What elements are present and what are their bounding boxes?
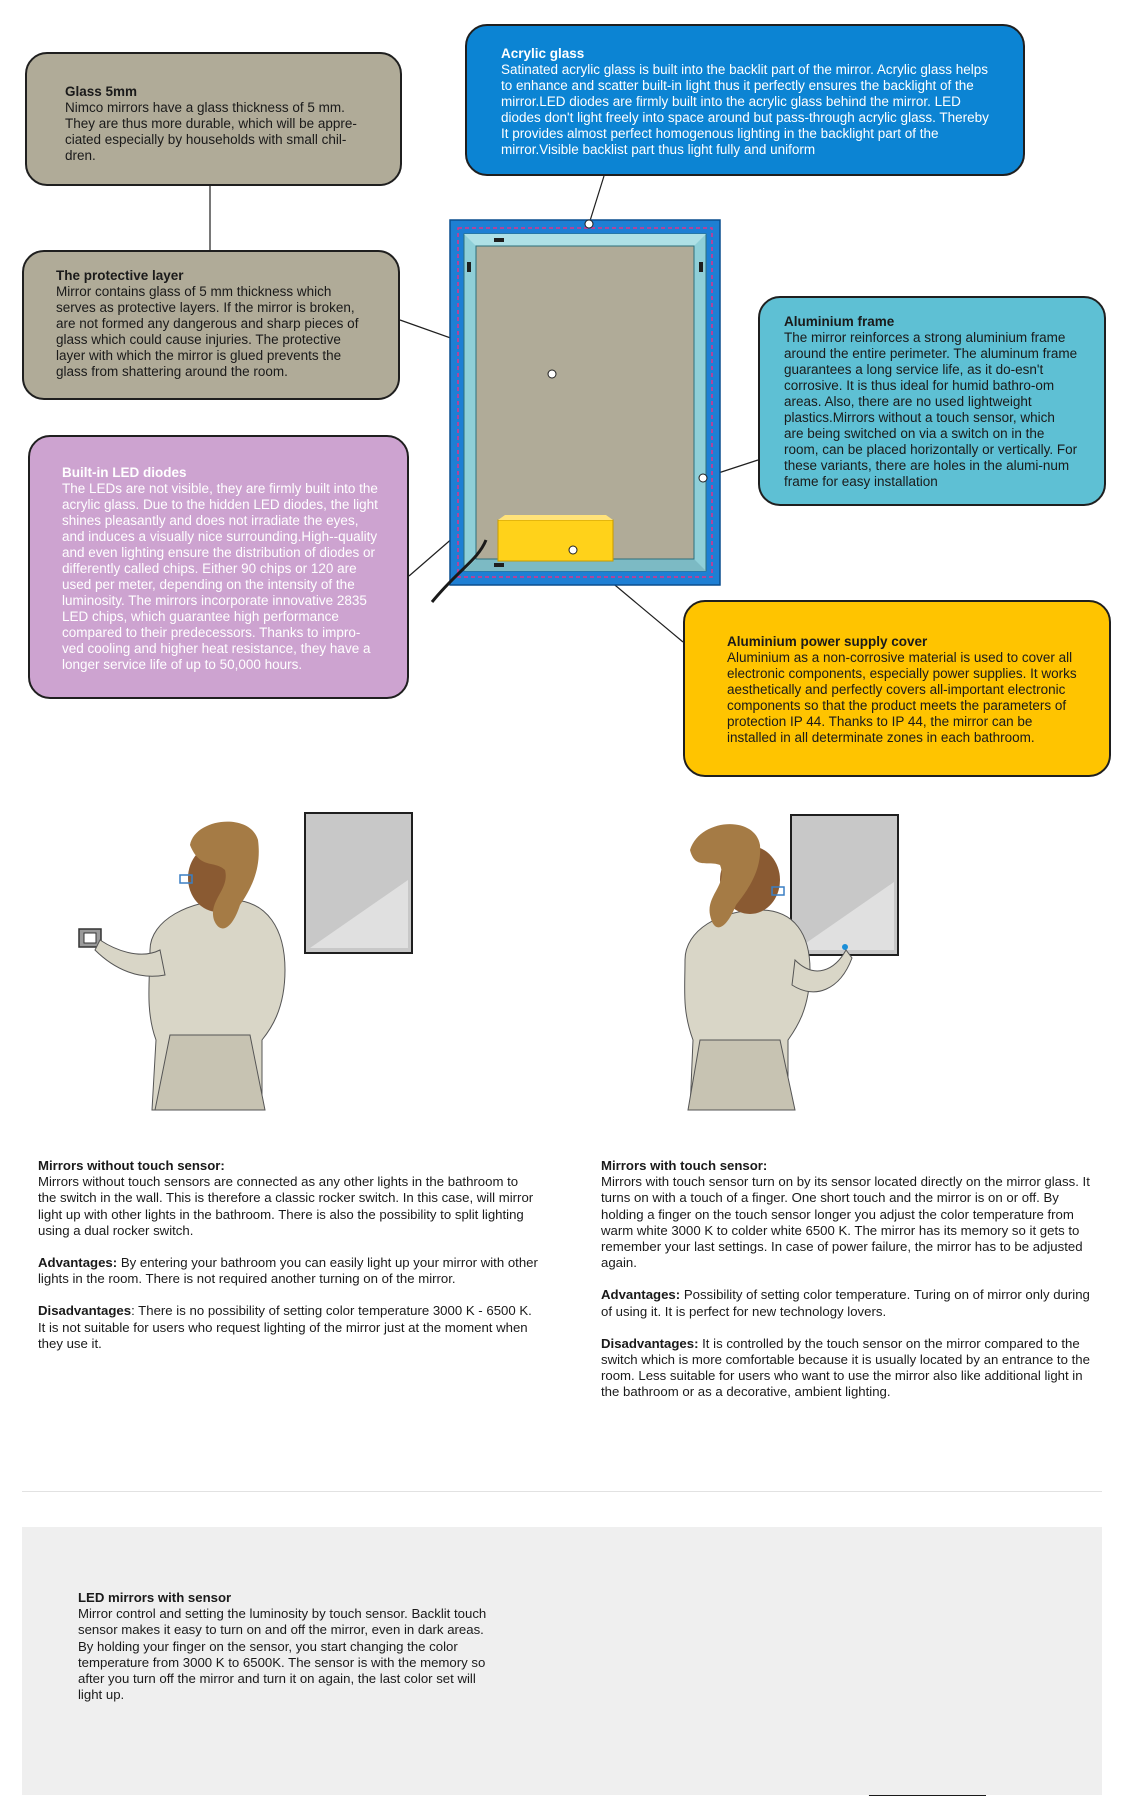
callout-acrylic-glass	[465, 24, 1025, 176]
mirror-product	[432, 220, 720, 602]
callout-title: Aluminium frame	[784, 314, 895, 329]
callout-body: Nimco mirrors have a glass thickness of 5 mm. They are thus more durable, which will be appre-ciated especially by households with small chil-dren.	[65, 100, 357, 163]
disadvantages-label: Disadvantages	[38, 1303, 132, 1319]
callout-protective-layer	[22, 250, 400, 400]
callout-body: Aluminium as a non-corrosive material is used to cover all electronic components, especially power supplies. It works aesthetically and perfectly covers all-important electronic components so that the product meets the parameters of protection IP 44. Thanks to IP 44, the mirror can be installed in all determinate zones in each bathroom.	[727, 650, 1077, 745]
callout-title: Acrylic glass	[501, 46, 585, 61]
section-divider	[22, 1491, 1102, 1492]
sensor-panel-text	[78, 1590, 498, 1703]
woman-touch-mirror-illustration	[685, 815, 898, 1110]
sensor-panel-body: Mirror control and setting the luminosity by touch sensor. Backlit touch sensor makes it easy to turn on and off the mirror, even in dark areas. By holding your finger on the sensor, you start changing the color temperature from 3000 K to 6500K. The sensor is with the memory so after you turn off the mirror and turn it on again, the last color set will light up.	[78, 1606, 487, 1703]
callout-aluminium-frame	[758, 296, 1106, 506]
sensor-panel-title: LED mirrors with sensor	[78, 1590, 232, 1605]
advantages-text: Possibility of setting color temperature. Turing on of mirror only during of using it. It is perfect for new technology lovers.	[601, 1287, 1090, 1319]
section-title: Mirrors without touch sensor:	[38, 1158, 225, 1173]
callout-body: The mirror reinforces a strong aluminium frame around the entire perimeter. The aluminum frame guarantees a long service life, as it do-esn't corrosive. It is thus ideal for humid bathro-om areas. Also, there are no used lightweight plastics.Mirrors without a touch sensor, which are being switched on via a switch on in the room, can be placed horizontally or vertically. For these variants, there are holes in the alumi-num frame for easy installation	[784, 330, 1078, 489]
callout-title: Aluminium power supply cover	[727, 634, 928, 649]
advantages-label: Advantages:	[601, 1287, 681, 1303]
with-sensor-section	[601, 1158, 1101, 1417]
callout-body: Satinated acrylic glass is built into the backlit part of the mirror. Acrylic glass helps to enhance and scatter built-in light thus it perfectly ensures the backlight of the mirror.LED diodes are firmly built into the acrylic glass behind the mirror. LED diodes don't light freely into space around but pass-through acrylic glass. Thereby It provides almost perfect homogenous lighting in the backlight part of the mirror.Visible backlist part thus light fully and uniform	[501, 62, 989, 157]
section-body: Mirrors without touch sensors are connected as any other lights in the bathroom to the switch in the wall. This is therefore a classic rocker switch. In this case, will mirror light up with other lights in the bathroom. There is also the possibility to split lighting using a dual rocker switch.	[38, 1174, 534, 1238]
callout-title: Glass 5mm	[65, 84, 138, 99]
callout-body: Mirror contains glass of 5 mm thickness which serves as protective layers. If the mirror is broken, are not formed any dangerous and sharp pieces of glass which could cause injuries. The protective layer with which the mirror is glued prevents the glass from shattering around the room.	[56, 284, 359, 379]
callout-glass-5mm	[25, 52, 402, 186]
callout-title: Built-in LED diodes	[62, 465, 187, 480]
callout-led-diodes	[28, 435, 409, 699]
callout-body: The LEDs are not visible, they are firmly built into the acrylic glass. Due to the hidden LED diodes, the light shines pleasantly and does not irradiate the eyes, and induces a visually nice surrounding.High--quality and even lighting ensure the distribution of diodes or differently called chips. Either 90 chips or 120 are used per meter, depending on the intensity of the luminosity. The mirrors incorporate innovative 2835 LED chips, which guarantee high performance compared to their predecessors. Thanks to impro-ved cooling and higher heat resistance, they have a longer service life of up to 50,000 hours.	[62, 481, 378, 672]
woman-wall-switch-illustration	[79, 813, 412, 1110]
advantages-label: Advantages:	[38, 1255, 118, 1271]
advantages-text: By entering your bathroom you can easily light up your mirror with other lights in the room. There is not required another turning on of the mirror.	[38, 1255, 538, 1287]
without-sensor-section	[38, 1158, 538, 1368]
power-supply-cover	[498, 515, 613, 561]
disadvantages-label: Disadvantages:	[601, 1335, 699, 1351]
disadvantages-text: : There is no possibility of setting color temperature 3000 K - 6500 K. It is not suitable for users who request lighting of the mirror just at the moment when they use it.	[38, 1303, 532, 1351]
callout-power-supply-cover	[683, 600, 1111, 777]
section-title: Mirrors with touch sensor:	[601, 1158, 768, 1173]
callout-title: The protective layer	[56, 268, 184, 283]
disadvantages-text: It is controlled by the touch sensor on the mirror compared to the switch which is more comfortable because it is usually located by an entrance to the room. Less suitable for users who want to use the mirror also like additional light in the bathroom or as a decorative, ambient lighting.	[601, 1335, 1090, 1400]
section-body: Mirrors with touch sensor turn on by its sensor located directly on the mirror glass. It turns on with a touch of a finger. One short touch and the mirror is on or off. By holding a finger on the touch sensor longer you adjust the color temperature from warm white 3000 K to colder white 6500 K. The mirror has its memory so it gets to remember your last settings. In case of power failure, the mirror has to be adjusted again.	[601, 1174, 1090, 1271]
